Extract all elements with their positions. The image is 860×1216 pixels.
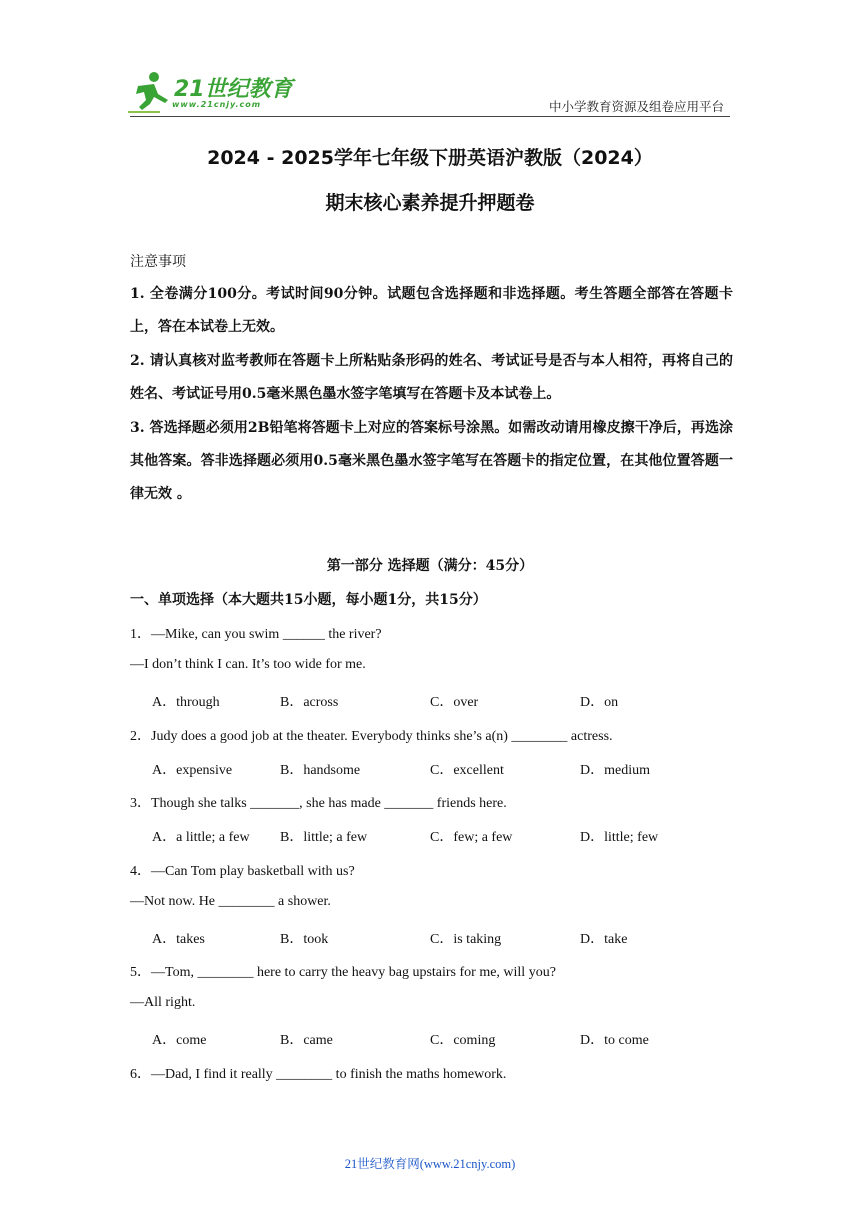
question-4-option-d[interactable]: D．take xyxy=(580,932,628,947)
question-2-option-c[interactable]: C．excellent xyxy=(430,763,504,778)
question-1-reply: —I don’t think I can. It’s too wide for me. xyxy=(130,657,366,672)
runner-logo-icon xyxy=(124,70,174,114)
question-4-option-b[interactable]: B．took xyxy=(280,932,329,947)
question-5-option-b[interactable]: B．came xyxy=(280,1033,333,1048)
section-title: 一、单项选择（本大题共15小题，每小题1分，共15分） xyxy=(130,592,487,608)
question-3-option-b[interactable]: B．little; a few xyxy=(280,830,368,845)
page-footer-link[interactable]: 21世纪教育网(www.21cnjy.com) xyxy=(344,1157,516,1171)
question-5-option-d[interactable]: D．to come xyxy=(580,1033,649,1048)
question-4-stem: 4．—Can Tom play basketball with us? xyxy=(130,864,355,879)
question-4-reply: —Not now. He ________ a shower. xyxy=(130,894,331,909)
question-1-stem: 1．—Mike, can you swim ______ the river? xyxy=(130,627,382,642)
site-logo xyxy=(124,70,294,116)
header-divider xyxy=(130,116,730,117)
question-2-stem: 2．Judy does a good job at the theater. Everybody thinks she’s a(n) ________ actress. xyxy=(130,729,613,744)
question-2-option-b[interactable]: B．handsome xyxy=(280,763,361,778)
question-1-option-d[interactable]: D．on xyxy=(580,695,619,710)
question-5-reply: —All right. xyxy=(130,995,196,1010)
logo-subtext: www.21cnjy.com xyxy=(172,100,262,109)
exam-title: 2024 - 2025学年七年级下册英语沪教版（2024） xyxy=(207,147,653,169)
question-3-option-a[interactable]: A．a little; a few xyxy=(152,830,250,845)
question-3-option-c[interactable]: C．few; a few xyxy=(430,830,513,845)
question-4-option-c[interactable]: C．is taking xyxy=(430,932,502,947)
question-2-option-d[interactable]: D．medium xyxy=(580,763,650,778)
exam-subtitle: 期末核心素养提升押题卷 xyxy=(325,192,535,214)
question-4-option-a[interactable]: A．takes xyxy=(152,932,205,947)
question-1-option-b[interactable]: B．across xyxy=(280,695,339,710)
question-6-stem: 6．—Dad, I find it really ________ to finish the maths homework. xyxy=(130,1067,507,1082)
question-1-option-a[interactable]: A．through xyxy=(152,695,220,710)
question-5-stem: 5．—Tom, ________ here to carry the heavy bag upstairs for me, will you? xyxy=(130,965,556,980)
logo-text: 21世纪教育 xyxy=(174,77,293,102)
notice-item-3: 3. 答选择题必须用2B铅笔将答题卡上对应的答案标号涂黑。如需改动请用橡皮擦干净后，再选涂其他答案。答非选择题必须用0.5毫米黑色墨水签字笔写在答题卡的指定位置，在其他位置答题一律无效 。 xyxy=(130,420,733,502)
question-1-option-c[interactable]: C．over xyxy=(430,695,479,710)
question-2-option-a[interactable]: A．expensive xyxy=(152,763,233,778)
part-title: 第一部分 选择题（满分：45分） xyxy=(326,558,534,574)
page-header xyxy=(0,0,860,120)
question-3-stem: 3．Though she talks _______, she has made _______ friends here. xyxy=(130,796,507,811)
notice-heading: 注意事项 xyxy=(130,254,186,270)
notice-item-2: 2. 请认真核对监考教师在答题卡上所粘贴条形码的姓名、考试证号是否与本人相符，再将自己的姓名、考试证号用0.5毫米黑色墨水签字笔填写在答题卡及本试卷上。 xyxy=(130,353,733,402)
question-5-option-c[interactable]: C．coming xyxy=(430,1033,496,1048)
question-5-option-a[interactable]: A．come xyxy=(152,1033,207,1048)
notice-item-1: 1. 全卷满分100分。考试时间90分钟。试题包含选择题和非选择题。考生答题全部答在答题卡上，答在本试卷上无效。 xyxy=(130,286,733,335)
platform-name: 中小学教育资源及组卷应用平台 xyxy=(549,99,725,114)
question-3-option-d[interactable]: D．little; few xyxy=(580,830,659,845)
